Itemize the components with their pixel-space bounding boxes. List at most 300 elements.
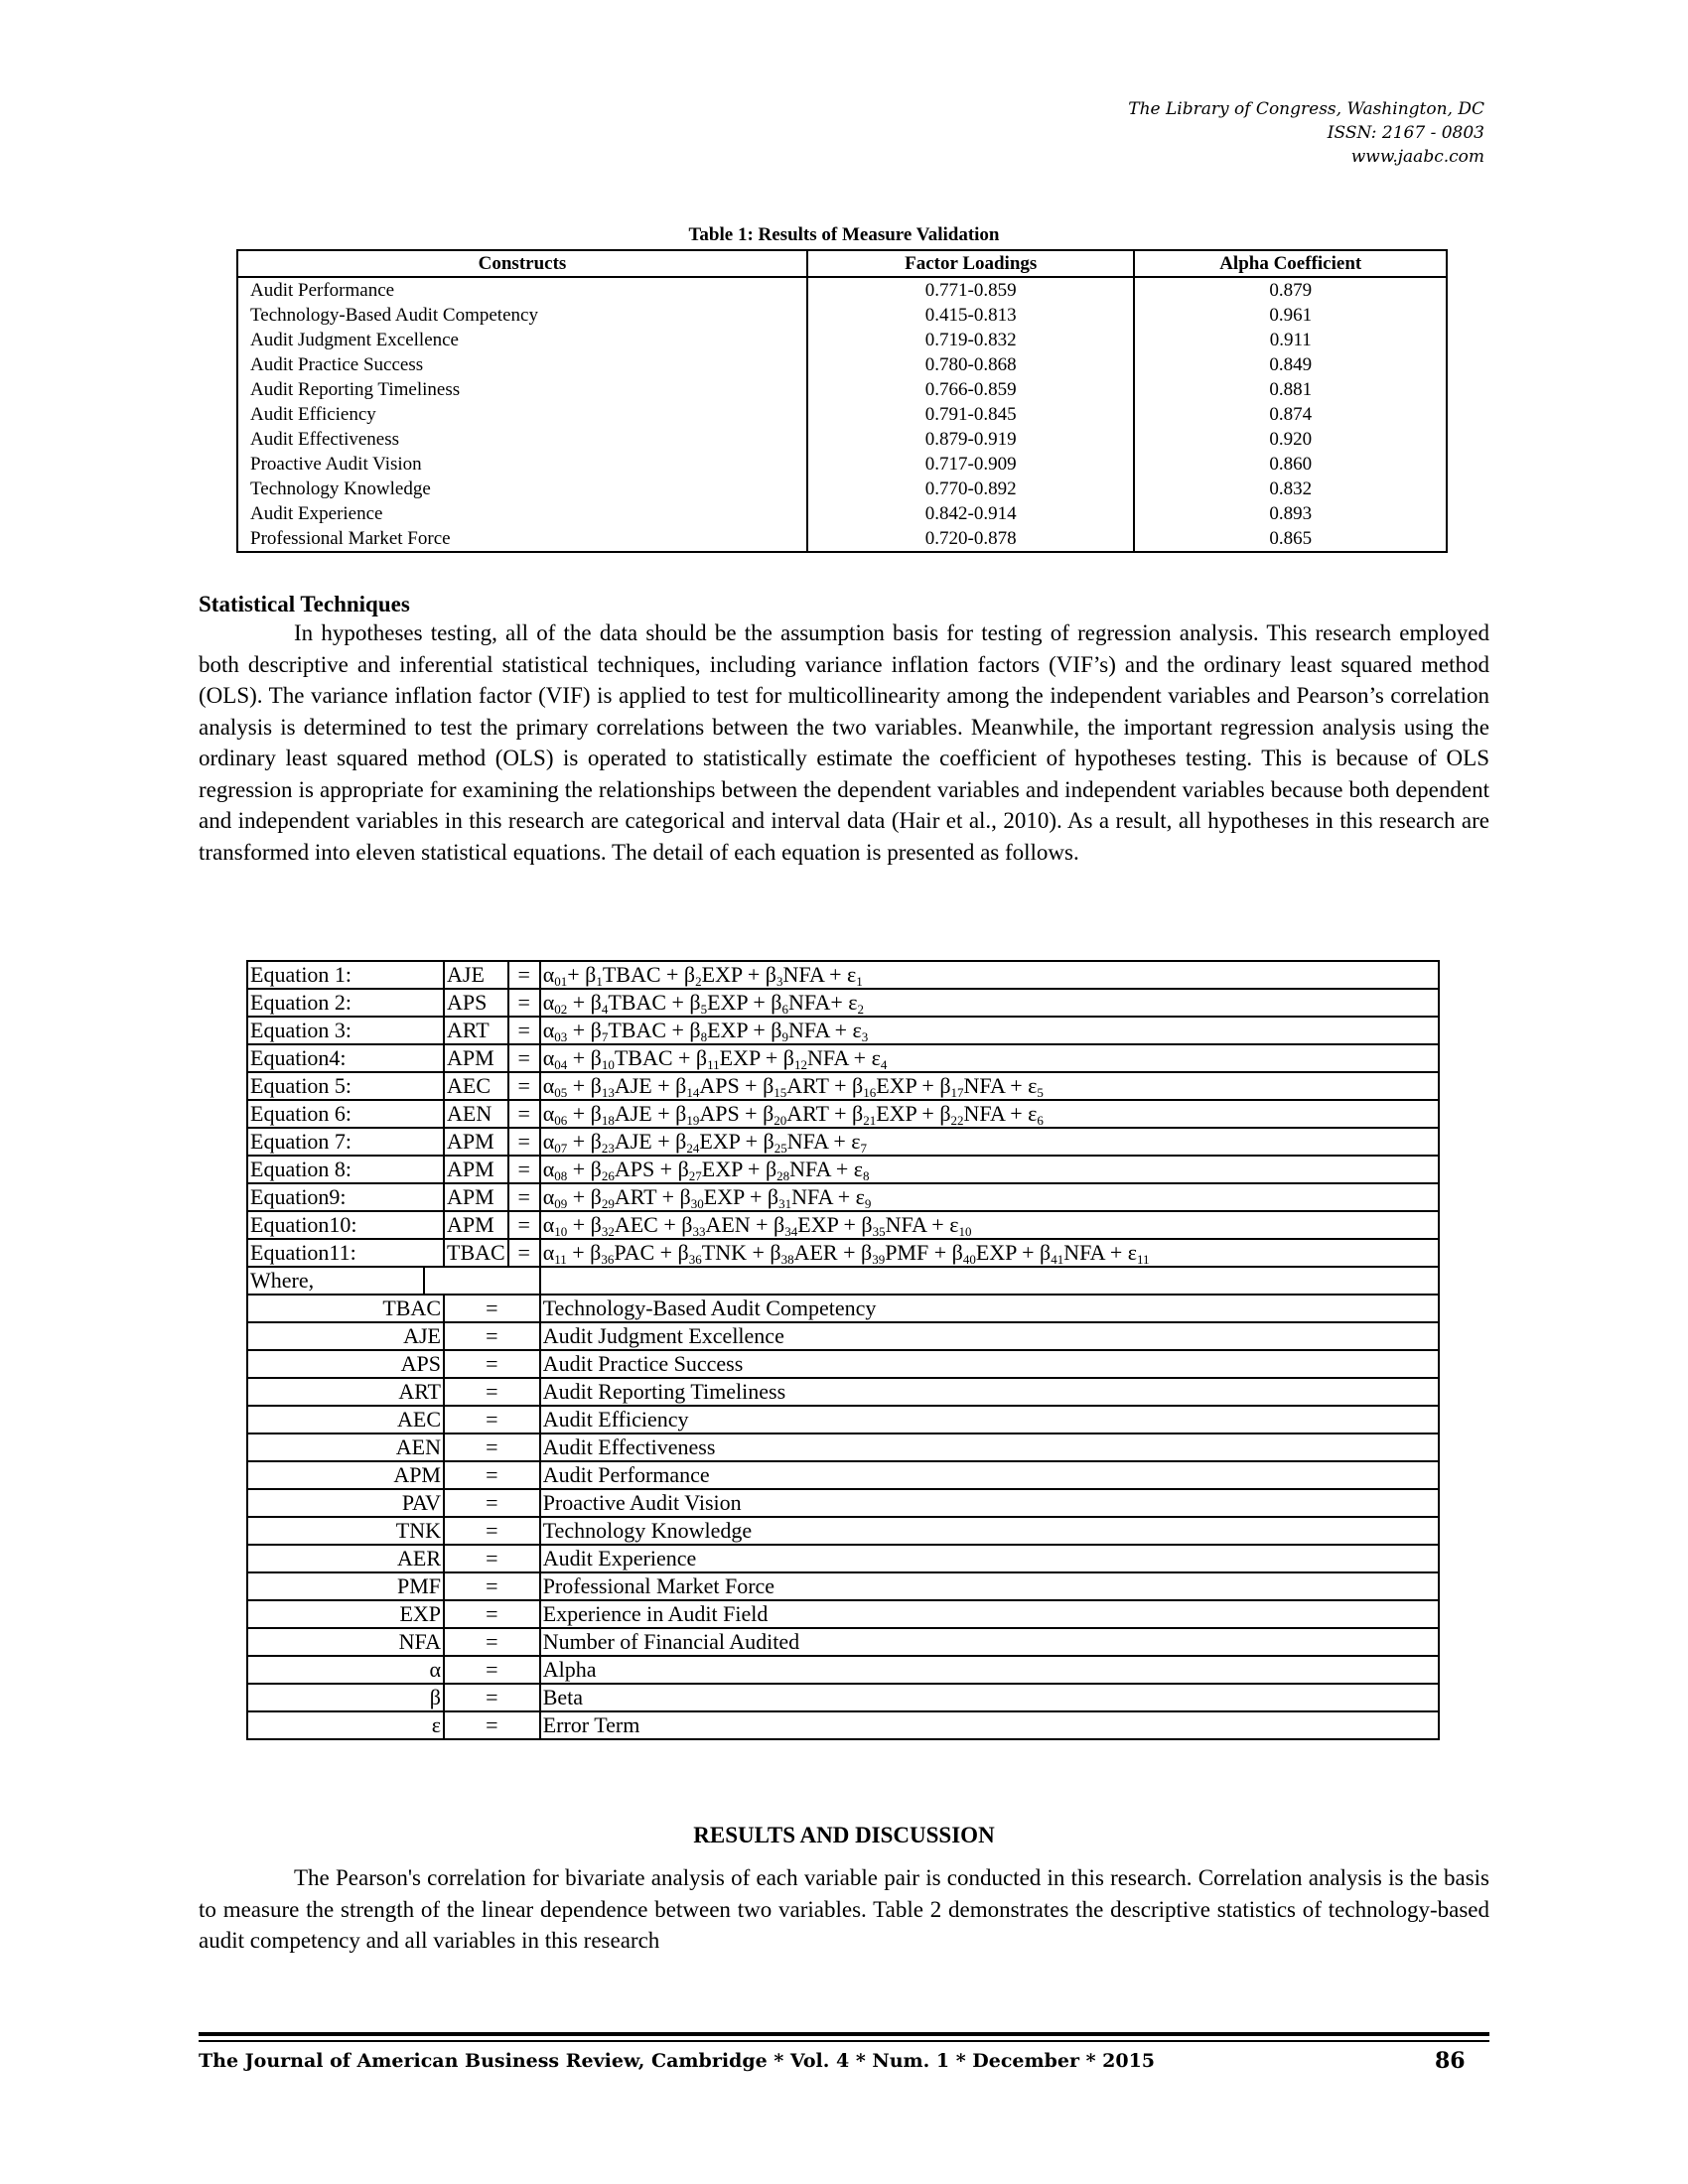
equals-sign: = (444, 1600, 540, 1628)
formula-subscript: 31 (778, 1196, 792, 1211)
formula-term: EXP + β (876, 1073, 951, 1098)
running-header (1128, 97, 1484, 169)
formula-subscript: 07 (554, 1141, 568, 1156)
table-cell: 0.780-0.868 (807, 352, 1134, 377)
equation-row (247, 1183, 1439, 1211)
equals-sign: = (444, 1489, 540, 1517)
equation-dependent-variable: APM (444, 1128, 508, 1156)
table-row (237, 452, 1447, 477)
definition-text: Experience in Audit Field (540, 1600, 1439, 1628)
statistical-techniques-paragraph (199, 617, 1489, 868)
formula-term: TNK + β (701, 1240, 781, 1265)
abbreviation: α (247, 1656, 444, 1684)
table-row (237, 526, 1447, 552)
formula-subscript: 8 (700, 1029, 708, 1044)
formula-term: α (542, 962, 555, 987)
definition-row (247, 1684, 1439, 1711)
formula-subscript: 09 (554, 1196, 568, 1211)
formula-subscript: 33 (692, 1224, 706, 1239)
equals-sign: = (508, 1017, 540, 1044)
formula-term: NFA + ε (963, 1101, 1038, 1126)
formula-term: PAC + β (614, 1240, 689, 1265)
equation-dependent-variable: APM (444, 1044, 508, 1072)
equals-sign: = (508, 1100, 540, 1128)
formula-subscript: 04 (554, 1057, 568, 1072)
formula-subscript: 5 (700, 1002, 708, 1017)
formula-term: TBAC + β (608, 1018, 701, 1042)
formula-term: EXP + β (876, 1101, 951, 1126)
formula-subscript: 39 (872, 1252, 886, 1267)
formula-term: NFA + ε (791, 1184, 865, 1209)
equation-row (247, 989, 1439, 1017)
footer-rule-thick (199, 2032, 1489, 2036)
formula-term: α (542, 1157, 555, 1181)
table-row (237, 427, 1447, 452)
equals-sign: = (444, 1572, 540, 1600)
equation-row (247, 1044, 1439, 1072)
equation-formula (540, 961, 1439, 989)
definition-row (247, 1656, 1439, 1684)
definition-row (247, 1406, 1439, 1433)
formula-term: + β (567, 1184, 602, 1209)
table-cell: 0.415-0.813 (807, 303, 1134, 328)
empty-cell (540, 1267, 1439, 1295)
equation-dependent-variable: AEC (444, 1072, 508, 1100)
equation-label: Equation 8: (247, 1156, 444, 1183)
definition-row (247, 1572, 1439, 1600)
formula-term: ART + β (614, 1184, 691, 1209)
abbreviation: AER (247, 1545, 444, 1572)
formula-subscript: 14 (686, 1085, 700, 1100)
definition-row (247, 1517, 1439, 1545)
table-row (237, 402, 1447, 427)
formula-subscript: 06 (554, 1113, 568, 1128)
formula-subscript: 9 (864, 1196, 872, 1211)
formula-term: + β (567, 1129, 602, 1154)
equation-label: Equation4: (247, 1044, 444, 1072)
table1-caption: Table 1: Results of Measure Validation (688, 224, 1000, 245)
formula-subscript: 08 (554, 1168, 568, 1183)
formula-subscript: 27 (688, 1168, 702, 1183)
table-cell: 0.717-0.909 (807, 452, 1134, 477)
definition-row (247, 1322, 1439, 1350)
equals-sign: = (508, 1128, 540, 1156)
equation-formula (540, 989, 1439, 1017)
formula-term: AJE + β (614, 1101, 687, 1126)
equation-dependent-variable: APS (444, 989, 508, 1017)
abbreviation: β (247, 1684, 444, 1711)
equals-sign: = (508, 989, 540, 1017)
formula-subscript: 41 (1051, 1252, 1064, 1267)
table-cell: Audit Practice Success (237, 352, 807, 377)
formula-subscript: 36 (601, 1252, 615, 1267)
equation-formula (540, 1211, 1439, 1239)
equals-sign: = (444, 1711, 540, 1739)
formula-term: AEC + β (614, 1212, 693, 1237)
definition-text: Alpha (540, 1656, 1439, 1684)
formula-subscript: 03 (554, 1029, 568, 1044)
paragraph-text: In hypotheses testing, all of the data should be the assumption basis for testing of regression analysis. This research employed both descriptive and inferential statistical techniques, including variance inflation factors (VIF’s) and the ordinary least squared method (OLS). The variance inflation factor (VIF) is applied to test for multicollinearity among the independent variables and Pearson’s correlation analysis is determined to test the primary correlations between the two variables. Meanwhile, the important regression analysis using the ordinary least squared method (OLS) is operated to statistically estimate the coefficient of hypotheses testing. This is because of OLS regression is appropriate for examining the relationships between the dependent variables and independent variables because both dependent and independent variables in this research are categorical and interval data (Hair et al., 2010). As a result, all hypotheses in this research are transformed into eleven statistical equations. The detail of each equation is presented as follows. (199, 620, 1489, 865)
table-cell: 0.849 (1134, 352, 1447, 377)
definition-text: Technology-Based Audit Competency (540, 1295, 1439, 1322)
equation-label: Equation 5: (247, 1072, 444, 1100)
formula-subscript: 7 (860, 1141, 867, 1156)
table-cell: 0.791-0.845 (807, 402, 1134, 427)
formula-subscript: 1 (596, 974, 603, 989)
equation-dependent-variable: ART (444, 1017, 508, 1044)
formula-term: + β (567, 1018, 602, 1042)
table-cell: 0.766-0.859 (807, 377, 1134, 402)
formula-term: NFA + ε (787, 1018, 862, 1042)
formula-subscript: 28 (776, 1168, 790, 1183)
formula-term: NFA + ε (782, 962, 857, 987)
formula-term: EXP + β (707, 1018, 782, 1042)
definition-text: Error Term (540, 1711, 1439, 1739)
table-cell: 0.911 (1134, 328, 1447, 352)
definition-row (247, 1433, 1439, 1461)
equation-formula (540, 1072, 1439, 1100)
formula-subscript: 36 (688, 1252, 702, 1267)
equation-row (247, 1072, 1439, 1100)
equals-sign: = (444, 1628, 540, 1656)
equation-label: Equation 7: (247, 1128, 444, 1156)
abbreviation: AJE (247, 1322, 444, 1350)
table-cell: 0.865 (1134, 526, 1447, 552)
formula-subscript: 34 (784, 1224, 798, 1239)
formula-term: TBAC + β (602, 962, 696, 987)
equation-label: Equation11: (247, 1239, 444, 1267)
formula-subscript: 7 (601, 1029, 609, 1044)
formula-term: TBAC + β (614, 1045, 708, 1070)
formula-subscript: 21 (863, 1113, 877, 1128)
abbreviation: APM (247, 1461, 444, 1489)
equation-label: Equation 3: (247, 1017, 444, 1044)
equation-formula (540, 1239, 1439, 1267)
equation-label: Equation 6: (247, 1100, 444, 1128)
formula-term: APS + β (614, 1157, 689, 1181)
equation-label: Equation 2: (247, 989, 444, 1017)
formula-term: EXP + β (699, 1129, 774, 1154)
definition-text: Audit Effectiveness (540, 1433, 1439, 1461)
formula-subscript: 10 (958, 1224, 972, 1239)
header-library: The Library of Congress, Washington, DC (1128, 99, 1484, 119)
table-cell: 0.770-0.892 (807, 477, 1134, 501)
equals-sign: = (444, 1406, 540, 1433)
formula-term: EXP + β (797, 1212, 873, 1237)
table-cell: 0.719-0.832 (807, 328, 1134, 352)
paragraph-text: The Pearson's correlation for bivariate analysis of each variable pair is conducted in this research. Correlation analysis is the basis to measure the strength of the linear dependence between two variables. Table 2 demonstrates the descriptive statistics of technology-based audit competency and all variables in this research (199, 1865, 1489, 1953)
formula-term: α (542, 1212, 555, 1237)
formula-term: AEN + β (705, 1212, 785, 1237)
equation-dependent-variable: TBAC (444, 1239, 508, 1267)
equals-sign: = (444, 1684, 540, 1711)
formula-term: α (542, 1101, 555, 1126)
equation-formula (540, 1017, 1439, 1044)
definition-text: Audit Performance (540, 1461, 1439, 1489)
formula-term: + β (567, 1212, 602, 1237)
table-cell: Professional Market Force (237, 526, 807, 552)
formula-subscript: 10 (554, 1224, 568, 1239)
formula-subscript: 35 (872, 1224, 886, 1239)
formula-subscript: 8 (862, 1168, 870, 1183)
section-heading-results: RESULTS AND DISCUSSION (693, 1823, 995, 1847)
footer-journal: The Journal of American Business Review, Cambridge * Vol. 4 * Num. 1 * December * 2015 (199, 2050, 1156, 2072)
formula-term: EXP + β (703, 1184, 779, 1209)
formula-term: AER + β (793, 1240, 873, 1265)
column-header: Alpha Coefficient (1134, 250, 1447, 277)
table-cell: 0.920 (1134, 427, 1447, 452)
formula-term: + β (567, 962, 597, 987)
definition-row (247, 1545, 1439, 1572)
formula-subscript: 15 (774, 1085, 787, 1100)
formula-subscript: 11 (707, 1057, 720, 1072)
where-row (247, 1267, 1439, 1295)
abbreviation: EXP (247, 1600, 444, 1628)
table-cell: Audit Performance (237, 277, 807, 303)
formula-term: + β (567, 990, 602, 1015)
abbreviation: AEC (247, 1406, 444, 1433)
equals-sign: = (444, 1295, 540, 1322)
formula-subscript: 4 (880, 1057, 888, 1072)
equation-row (247, 1017, 1439, 1044)
section-heading-statistical-techniques: Statistical Techniques (199, 592, 410, 616)
equation-dependent-variable: APM (444, 1156, 508, 1183)
abbreviation: NFA (247, 1628, 444, 1656)
formula-subscript: 40 (962, 1252, 976, 1267)
definition-text: Audit Practice Success (540, 1350, 1439, 1378)
results-paragraph (199, 1862, 1489, 1957)
equals-sign: = (508, 1239, 540, 1267)
table-cell: 0.879-0.919 (807, 427, 1134, 452)
formula-term: AJE + β (614, 1073, 687, 1098)
equation-row (247, 1128, 1439, 1156)
abbreviation: ε (247, 1711, 444, 1739)
equals-sign: = (444, 1517, 540, 1545)
equals-sign: = (508, 1072, 540, 1100)
table-row (237, 303, 1447, 328)
column-header: Factor Loadings (807, 250, 1134, 277)
formula-term: + β (566, 1240, 602, 1265)
table-cell: Audit Efficiency (237, 402, 807, 427)
formula-subscript: 24 (686, 1141, 700, 1156)
table-row (237, 477, 1447, 501)
formula-subscript: 23 (601, 1141, 615, 1156)
abbreviation: PAV (247, 1489, 444, 1517)
formula-term: α (542, 1073, 555, 1098)
header-website: www.jaabc.com (1350, 147, 1484, 167)
table-cell: Audit Reporting Timeliness (237, 377, 807, 402)
formula-subscript: 22 (950, 1113, 964, 1128)
formula-term: EXP + β (707, 990, 782, 1015)
equals-sign: = (444, 1656, 540, 1684)
table-cell: Audit Judgment Excellence (237, 328, 807, 352)
equals-sign: = (508, 1211, 540, 1239)
formula-subscript: 1 (856, 974, 863, 989)
formula-term: NFA+ ε (787, 990, 858, 1015)
formula-term: + β (567, 1073, 602, 1098)
equation-formula (540, 1128, 1439, 1156)
formula-subscript: 10 (601, 1057, 615, 1072)
equals-sign: = (444, 1545, 540, 1572)
formula-term: α (542, 1045, 555, 1070)
formula-subscript: 11 (554, 1252, 567, 1267)
formula-subscript: 6 (781, 1002, 788, 1017)
formula-subscript: 13 (601, 1085, 615, 1100)
formula-term: TBAC + β (608, 990, 701, 1015)
formula-subscript: 29 (601, 1196, 615, 1211)
formula-term: ART + β (786, 1101, 864, 1126)
formula-subscript: 3 (775, 974, 783, 989)
formula-term: + β (567, 1101, 602, 1126)
formula-term: α (542, 1184, 555, 1209)
table-cell: 0.893 (1134, 501, 1447, 526)
formula-subscript: 3 (861, 1029, 869, 1044)
formula-term: NFA + ε (963, 1073, 1038, 1098)
equals-sign: = (444, 1322, 540, 1350)
formula-term: EXP + β (701, 962, 776, 987)
table-header-row (237, 250, 1447, 277)
abbreviation: APS (247, 1350, 444, 1378)
formula-subscript: 32 (601, 1224, 615, 1239)
formula-subscript: 12 (794, 1057, 807, 1072)
definition-row (247, 1461, 1439, 1489)
formula-subscript: 16 (863, 1085, 877, 1100)
equation-formula (540, 1100, 1439, 1128)
where-label: Where, (247, 1267, 424, 1295)
table-row (237, 328, 1447, 352)
equation-row (247, 1100, 1439, 1128)
equations-table (246, 960, 1440, 1740)
equals-sign: = (444, 1350, 540, 1378)
formula-subscript: 5 (1037, 1085, 1044, 1100)
table-cell: 0.771-0.859 (807, 277, 1134, 303)
equals-sign: = (508, 1183, 540, 1211)
definition-text: Technology Knowledge (540, 1517, 1439, 1545)
table-cell: 0.720-0.878 (807, 526, 1134, 552)
formula-term: α (542, 990, 555, 1015)
abbreviation: ART (247, 1378, 444, 1406)
definition-row (247, 1378, 1439, 1406)
formula-subscript: 25 (774, 1141, 787, 1156)
formula-term: AJE + β (614, 1129, 687, 1154)
formula-subscript: 26 (601, 1168, 615, 1183)
formula-term: α (542, 1240, 555, 1265)
equals-sign: = (508, 1044, 540, 1072)
equation-label: Equation10: (247, 1211, 444, 1239)
formula-subscript: 19 (686, 1113, 700, 1128)
measure-validation-table (236, 249, 1448, 553)
definition-row (247, 1295, 1439, 1322)
formula-term: EXP + β (975, 1240, 1052, 1265)
definition-row (247, 1600, 1439, 1628)
formula-term: NFA + ε (885, 1212, 959, 1237)
table-row (237, 352, 1447, 377)
formula-term: EXP + β (701, 1157, 777, 1181)
abbreviation: AEN (247, 1433, 444, 1461)
equation-label: Equation 1: (247, 961, 444, 989)
formula-term: NFA + ε (789, 1157, 863, 1181)
equals-sign: = (444, 1461, 540, 1489)
page-number: 86 (1435, 2048, 1466, 2074)
table-cell: 0.832 (1134, 477, 1447, 501)
definition-text: Number of Financial Audited (540, 1628, 1439, 1656)
formula-subscript: 11 (1137, 1252, 1150, 1267)
formula-subscript: 6 (1037, 1113, 1044, 1128)
formula-subscript: 38 (780, 1252, 794, 1267)
abbreviation: PMF (247, 1572, 444, 1600)
table-cell: Technology-Based Audit Competency (237, 303, 807, 328)
equation-dependent-variable: APM (444, 1211, 508, 1239)
equation-dependent-variable: AEN (444, 1100, 508, 1128)
formula-subscript: 20 (774, 1113, 787, 1128)
abbreviation: TBAC (247, 1295, 444, 1322)
formula-term: NFA + ε (1063, 1240, 1137, 1265)
equation-formula (540, 1156, 1439, 1183)
formula-term: α (542, 1018, 555, 1042)
table-cell: 0.961 (1134, 303, 1447, 328)
definition-text: Audit Efficiency (540, 1406, 1439, 1433)
equation-label: Equation9: (247, 1183, 444, 1211)
equals-sign: = (444, 1433, 540, 1461)
definition-row (247, 1628, 1439, 1656)
formula-subscript: 05 (554, 1085, 568, 1100)
equation-row (247, 1239, 1439, 1267)
table-cell: 0.881 (1134, 377, 1447, 402)
definition-text: Professional Market Force (540, 1572, 1439, 1600)
equation-formula (540, 1183, 1439, 1211)
table-cell: 0.860 (1134, 452, 1447, 477)
table-cell: Proactive Audit Vision (237, 452, 807, 477)
equation-row (247, 1156, 1439, 1183)
formula-subscript: 2 (695, 974, 702, 989)
equation-row (247, 1211, 1439, 1239)
equation-formula (540, 1044, 1439, 1072)
formula-term: EXP + β (719, 1045, 794, 1070)
formula-subscript: 02 (554, 1002, 568, 1017)
table-row (237, 501, 1447, 526)
table-cell: Technology Knowledge (237, 477, 807, 501)
definition-text: Audit Experience (540, 1545, 1439, 1572)
formula-subscript: 4 (601, 1002, 609, 1017)
table-cell: Audit Experience (237, 501, 807, 526)
formula-subscript: 01 (554, 974, 568, 989)
formula-term: + β (567, 1157, 602, 1181)
footer-rule-thin (199, 2040, 1489, 2042)
table-cell: 0.874 (1134, 402, 1447, 427)
table-row (237, 277, 1447, 303)
equals-sign: = (508, 961, 540, 989)
formula-term: APS + β (699, 1101, 774, 1126)
table-cell: 0.879 (1134, 277, 1447, 303)
formula-term: ART + β (786, 1073, 864, 1098)
definition-text: Proactive Audit Vision (540, 1489, 1439, 1517)
formula-term: + β (567, 1045, 602, 1070)
formula-term: PMF + β (885, 1240, 963, 1265)
definition-text: Beta (540, 1684, 1439, 1711)
equation-row (247, 961, 1439, 989)
table-cell: Audit Effectiveness (237, 427, 807, 452)
formula-term: α (542, 1129, 555, 1154)
formula-subscript: 18 (601, 1113, 615, 1128)
formula-subscript: 2 (857, 1002, 864, 1017)
definition-text: Audit Reporting Timeliness (540, 1378, 1439, 1406)
equation-dependent-variable: AJE (444, 961, 508, 989)
empty-cell (424, 1267, 540, 1295)
equals-sign: = (444, 1378, 540, 1406)
formula-subscript: 9 (781, 1029, 788, 1044)
equals-sign: = (508, 1156, 540, 1183)
definition-row (247, 1489, 1439, 1517)
